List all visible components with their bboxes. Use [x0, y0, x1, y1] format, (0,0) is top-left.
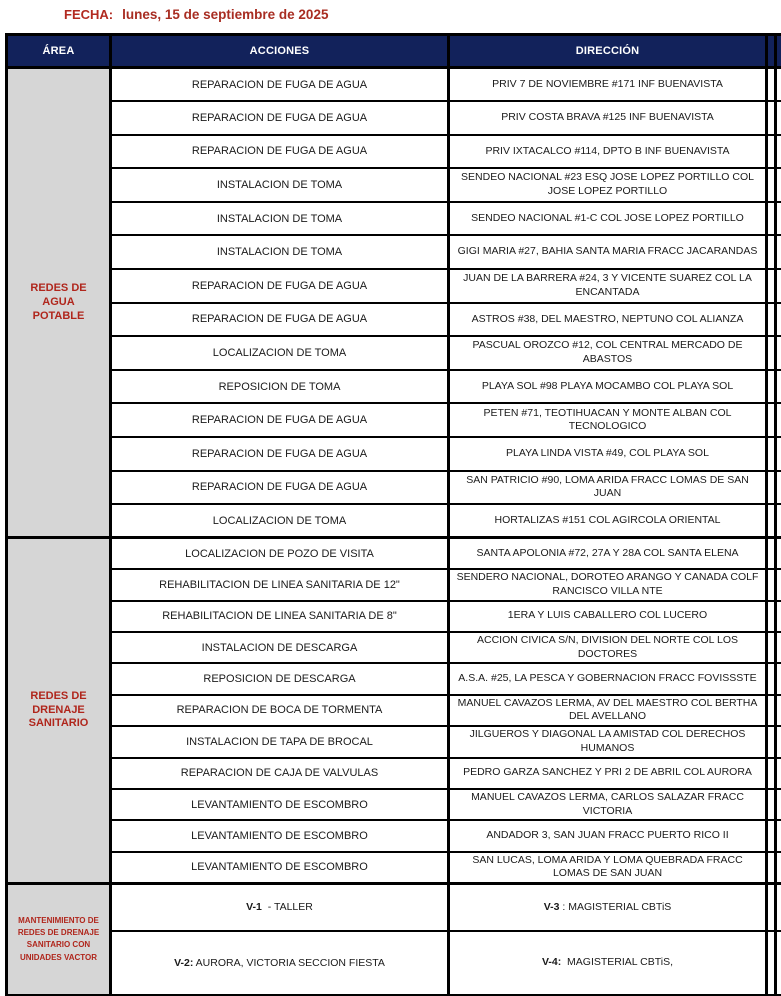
address-cell: JUAN DE LA BARRERA #24, 3 Y VICENTE SUAREZ COL LA ENCANTADA: [449, 269, 767, 303]
action-cell: REPARACION DE FUGA DE AGUA: [111, 101, 449, 135]
address-cell: SANTA APOLONIA #72, 27A Y 28A COL SANTA ELENA: [449, 538, 767, 569]
action-cell: REPARACION DE FUGA DE AGUA: [111, 437, 449, 471]
address-cell: MANUEL CAVAZOS LERMA, CARLOS SALAZAR FRACC VICTORIA: [449, 789, 767, 820]
works-table-wrapper: [5, 33, 781, 996]
action-cell: INSTALACION DE TOMA: [111, 235, 449, 269]
address-cell: PASCUAL OROZCO #12, COL CENTRAL MERCADO DE ABASTOS: [449, 336, 767, 370]
address-cell: SAN LUCAS, LOMA ARIDA Y LOMA QUEBRADA FRACC LOMAS DE SAN JUAN: [449, 852, 767, 883]
address-cell: MANUEL CAVAZOS LERMA, AV DEL MAESTRO COL BERTHA DEL AVELLANO: [449, 695, 767, 726]
address-cell: PLAYA LINDA VISTA #49, COL PLAYA SOL: [449, 437, 767, 471]
address-cell: SENDERO NACIONAL, DOROTEO ARANGO Y CANADA COLF RANCISCO VILLA NTE: [449, 569, 767, 600]
table-row: [7, 758, 781, 789]
action-cell: LOCALIZACION DE TOMA: [111, 336, 449, 370]
action-cell: LOCALIZACION DE POZO DE VISITA: [111, 538, 449, 569]
table-row: [7, 202, 781, 236]
address-cell: PEDRO GARZA SANCHEZ Y PRI 2 DE ABRIL COL AURORA: [449, 758, 767, 789]
vactor-unit-label: V-3: [543, 900, 560, 913]
area-cell: REDES DE AGUA POTABLE: [7, 68, 111, 538]
action-cell: REPOSICION DE DESCARGA: [111, 663, 449, 694]
address-cell: ASTROS #38, DEL MAESTRO, NEPTUNO COL ALIANZA: [449, 303, 767, 337]
date-value: lunes, 15 de septiembre de 2025: [122, 7, 329, 22]
address-cell: A.S.A. #25, LA PESCA Y GOBERNACION FRACC FOVISSSTE: [449, 663, 767, 694]
table-row: [7, 370, 781, 404]
table-row: [7, 569, 781, 600]
address-cell: SENDEO NACIONAL #1-C COL JOSE LOPEZ PORTILLO: [449, 202, 767, 236]
address-cell: GIGI MARIA #27, BAHIA SANTA MARIA FRACC JACARANDAS: [449, 235, 767, 269]
address-cell: PLAYA SOL #98 PLAYA MOCAMBO COL PLAYA SOL: [449, 370, 767, 404]
action-cell: INSTALACION DE TAPA DE BROCAL: [111, 726, 449, 757]
table-row: [7, 235, 781, 269]
action-cell: INSTALACION DE TOMA: [111, 202, 449, 236]
header-area: ÁREA: [7, 35, 111, 68]
address-cell: ANDADOR 3, SAN JUAN FRACC PUERTO RICO II: [449, 820, 767, 851]
table-row: [7, 269, 781, 303]
address-cell: SENDEO NACIONAL #23 ESQ JOSE LOPEZ PORTILLO COL JOSE LOPEZ PORTILLO: [449, 168, 767, 202]
vactor-unit-cell: V-2: AURORA, VICTORIA SECCION FIESTA: [111, 931, 449, 995]
area-cell: MANTENIMIENTO DE REDES DE DRENAJE SANITARIO CON UNIDADES VACTOR: [7, 883, 111, 995]
vactor-unit-label: V-4:: [541, 956, 562, 969]
table-row: [7, 538, 781, 569]
header-direccion: DIRECCIÓN: [449, 35, 767, 68]
address-cell: PRIV 7 DE NOVIEMBRE #171 INF BUENAVISTA: [449, 68, 767, 102]
address-cell: 1ERA Y LUIS CABALLERO COL LUCERO: [449, 601, 767, 632]
action-cell: REPARACION DE FUGA DE AGUA: [111, 135, 449, 169]
table-row: [7, 437, 781, 471]
header-acciones: ACCIONES: [111, 35, 449, 68]
table-row: [7, 789, 781, 820]
action-cell: REPARACION DE FUGA DE AGUA: [111, 303, 449, 337]
address-cell: ACCION CIVICA S/N, DIVISION DEL NORTE COL LOS DOCTORES: [449, 632, 767, 663]
report-date-row: [64, 7, 328, 22]
action-cell: REHABILITACION DE LINEA SANITARIA DE 8": [111, 601, 449, 632]
table-row: [7, 101, 781, 135]
vactor-unit-cell: V-4: MAGISTERIAL CBTiS,: [449, 931, 767, 995]
area-cell: REDES DE DRENAJE SANITARIO: [7, 538, 111, 883]
action-cell: INSTALACION DE TOMA: [111, 168, 449, 202]
address-cell: JILGUEROS Y DIAGONAL LA AMISTAD COL DERECHOS HUMANOS: [449, 726, 767, 757]
table-row: [7, 303, 781, 337]
action-cell: REPARACION DE FUGA DE AGUA: [111, 403, 449, 437]
action-cell: REPARACION DE FUGA DE AGUA: [111, 269, 449, 303]
vactor-unit-cell: V-3 : MAGISTERIAL CBTiS: [449, 883, 767, 931]
table-row: [7, 931, 781, 995]
action-cell: LEVANTAMIENTO DE ESCOMBRO: [111, 852, 449, 883]
table-row: [7, 403, 781, 437]
table-row: [7, 601, 781, 632]
action-cell: REPARACION DE FUGA DE AGUA: [111, 471, 449, 505]
action-cell: REPOSICION DE TOMA: [111, 370, 449, 404]
works-table: [5, 33, 781, 996]
action-cell: LEVANTAMIENTO DE ESCOMBRO: [111, 820, 449, 851]
action-cell: REHABILITACION DE LINEA SANITARIA DE 12": [111, 569, 449, 600]
table-row: [7, 632, 781, 663]
table-row: [7, 695, 781, 726]
action-cell: REPARACION DE FUGA DE AGUA: [111, 68, 449, 102]
table-row: [7, 883, 781, 931]
vactor-unit-label: V-2:: [174, 957, 194, 970]
stub-cell: [767, 68, 776, 102]
address-cell: PRIV IXTACALCO #114, DPTO B INF BUENAVISTA: [449, 135, 767, 169]
action-cell: LOCALIZACION DE TOMA: [111, 504, 449, 538]
address-cell: SAN PATRICIO #90, LOMA ARIDA FRACC LOMAS DE SAN JUAN: [449, 471, 767, 505]
table-row: [7, 135, 781, 169]
action-cell: REPARACION DE BOCA DE TORMENTA: [111, 695, 449, 726]
header-stub-cut: [776, 35, 781, 68]
table-row: [7, 663, 781, 694]
table-row: [7, 68, 781, 102]
vactor-unit-cell: V-1 - TALLER: [111, 883, 449, 931]
stub-cell: [776, 68, 781, 102]
table-row: [7, 726, 781, 757]
table-row: [7, 820, 781, 851]
table-row: [7, 168, 781, 202]
address-cell: HORTALIZAS #151 COL AGIRCOLA ORIENTAL: [449, 504, 767, 538]
action-cell: LEVANTAMIENTO DE ESCOMBRO: [111, 789, 449, 820]
address-cell: PRIV COSTA BRAVA #125 INF BUENAVISTA: [449, 101, 767, 135]
table-row: [7, 471, 781, 505]
address-cell: PETEN #71, TEOTIHUACAN Y MONTE ALBAN COL TECNOLOGICO: [449, 403, 767, 437]
table-row: [7, 504, 781, 538]
header-row: [7, 35, 781, 68]
table-row: [7, 852, 781, 883]
table-row: [7, 336, 781, 370]
vactor-unit-label: V-1: [246, 901, 262, 914]
action-cell: REPARACION DE CAJA DE VALVULAS: [111, 758, 449, 789]
action-cell: INSTALACION DE DESCARGA: [111, 632, 449, 663]
header-stub: [767, 35, 776, 68]
date-label: FECHA:: [64, 7, 114, 22]
